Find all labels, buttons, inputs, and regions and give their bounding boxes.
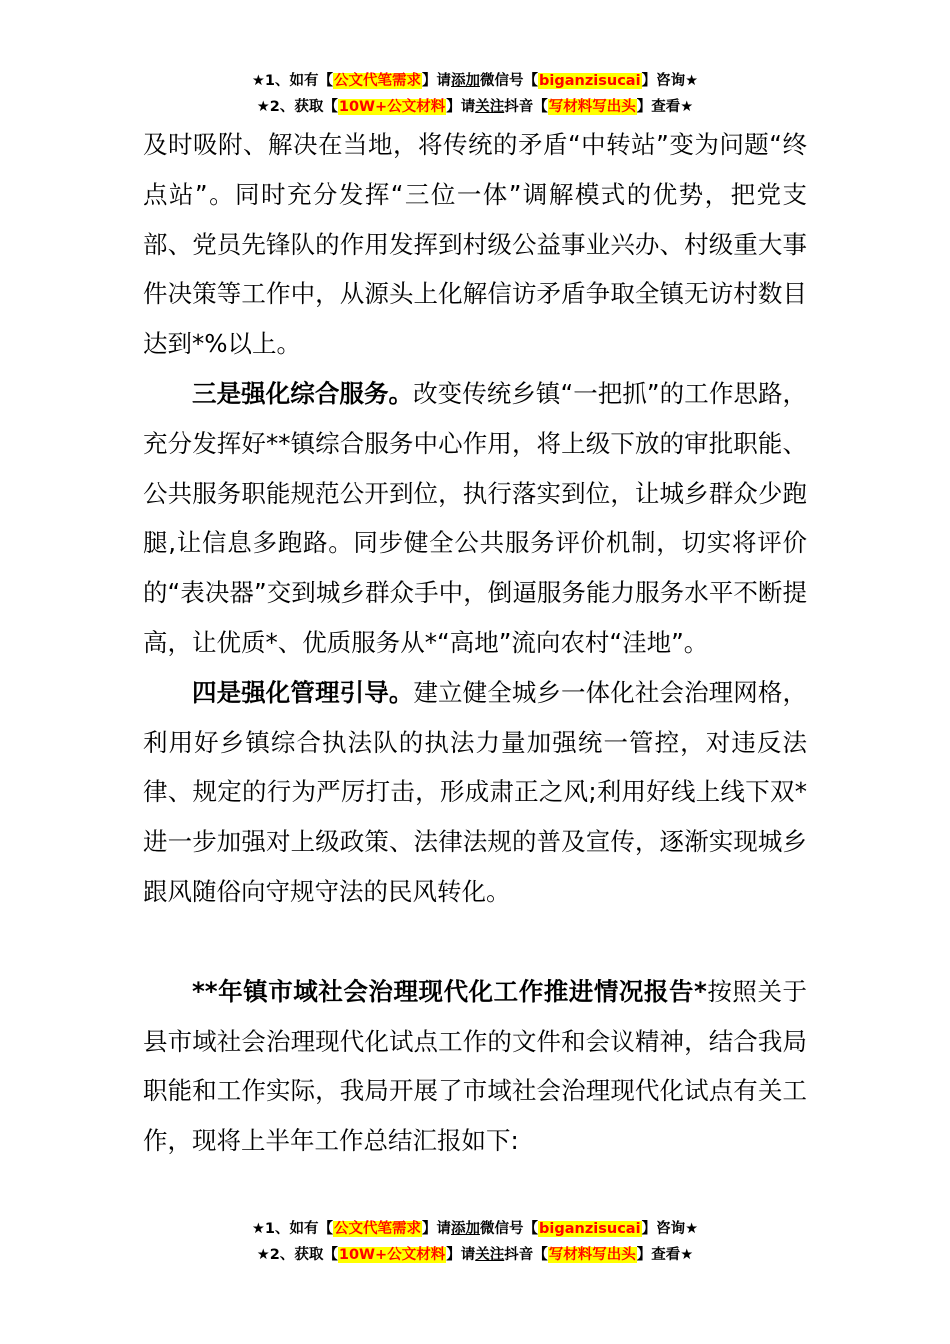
header-banner xyxy=(0,68,950,120)
footer-banner xyxy=(0,1216,950,1268)
spacer xyxy=(143,917,807,967)
report-title: **年镇市域社会治理现代化工作推进情况报告* xyxy=(192,976,707,1006)
banner-text: 】请 xyxy=(446,99,476,115)
paragraph xyxy=(143,967,807,1166)
banner-text: ★1、如有【 xyxy=(251,1221,334,1237)
banner-highlight: biganzisucai xyxy=(539,73,641,89)
banner-text: 微信号【 xyxy=(480,1221,539,1237)
banner-text: ★2、获取【 xyxy=(256,99,338,115)
paragraph-text: 按照关于县市域社会治理现代化试点工作的文件和会议精神，结合我局职能和工作实际，我局开展了市域社会治理现代化试点有关工作，现将上半年工作总结汇报如下: xyxy=(143,976,808,1156)
paragraph-heading: 三是强化综合服务。 xyxy=(192,378,414,408)
banner-highlight: 10W+公文材料 xyxy=(338,1247,446,1263)
banner-highlight: 公文代笔需求 xyxy=(334,73,422,89)
banner-line-1 xyxy=(0,1216,950,1242)
banner-text: 】请 xyxy=(446,1247,476,1263)
banner-text: 】请 xyxy=(422,73,452,89)
banner-underlined: 添加 xyxy=(451,1221,481,1237)
banner-line-1 xyxy=(0,68,950,94)
banner-highlight: biganzisucai xyxy=(539,1221,641,1237)
banner-text: 】咨询★ xyxy=(641,1221,699,1237)
banner-text: 抖音【 xyxy=(504,1247,548,1263)
banner-text: 】查看★ xyxy=(636,1247,694,1263)
banner-underlined: 添加 xyxy=(451,73,481,89)
banner-text: 】请 xyxy=(422,1221,452,1237)
banner-text: 】查看★ xyxy=(636,99,694,115)
banner-line-2 xyxy=(0,94,950,120)
banner-text: 抖音【 xyxy=(504,99,548,115)
banner-highlight: 写材料写出头 xyxy=(548,99,636,115)
paragraph-text: 改变传统乡镇“一把抓”的工作思路，充分发挥好**镇综合服务中心作用，将上级下放的审批职能、公共服务职能规范公开到位，执行落实到位，让城乡群众少跑腿,让信息多跑路。同步健全公共服务评价机制，切实将评价的“表决器”交到城乡群众手中，倒逼服务能力服务水平不断提高，让优质*、优质服务从*“高地”流向农村“洼地”。 xyxy=(143,378,808,657)
banner-highlight: 公文代笔需求 xyxy=(334,1221,422,1237)
paragraph-text: 建立健全城乡一体化社会治理网格，利用好乡镇综合执法队的执法力量加强统一管控，对违反法律、规定的行为严厉打击，形成肃正之风;利用好线上线下双*进一步加强对上级政策、法律法规的普及宣传，逐渐实现城乡跟风随俗向守规守法的民风转化。 xyxy=(143,677,807,906)
banner-highlight: 10W+公文材料 xyxy=(338,99,446,115)
banner-text: ★1、如有【 xyxy=(251,73,334,89)
paragraph xyxy=(143,668,807,917)
banner-underlined: 关注 xyxy=(475,99,505,115)
banner-underlined: 关注 xyxy=(475,1247,505,1263)
banner-text: 微信号【 xyxy=(480,73,539,89)
banner-line-2 xyxy=(0,1242,950,1268)
paragraph: 及时吸附、解决在当地，将传统的矛盾“中转站”变为问题“终点站”。同时充分发挥“三位一体”调解模式的优势，把党支部、党员先锋队的作用发挥到村级公益事业兴办、村级重大事件决策等工作中，从源头上化解信访矛盾争取全镇无访村数目达到*%以上。 xyxy=(143,130,807,359)
document-body xyxy=(143,120,807,1166)
banner-text: ★2、获取【 xyxy=(256,1247,338,1263)
paragraph xyxy=(143,369,807,668)
banner-highlight: 写材料写出头 xyxy=(548,1247,636,1263)
banner-text: 】咨询★ xyxy=(641,73,699,89)
paragraph-heading: 四是强化管理引导。 xyxy=(192,677,414,707)
